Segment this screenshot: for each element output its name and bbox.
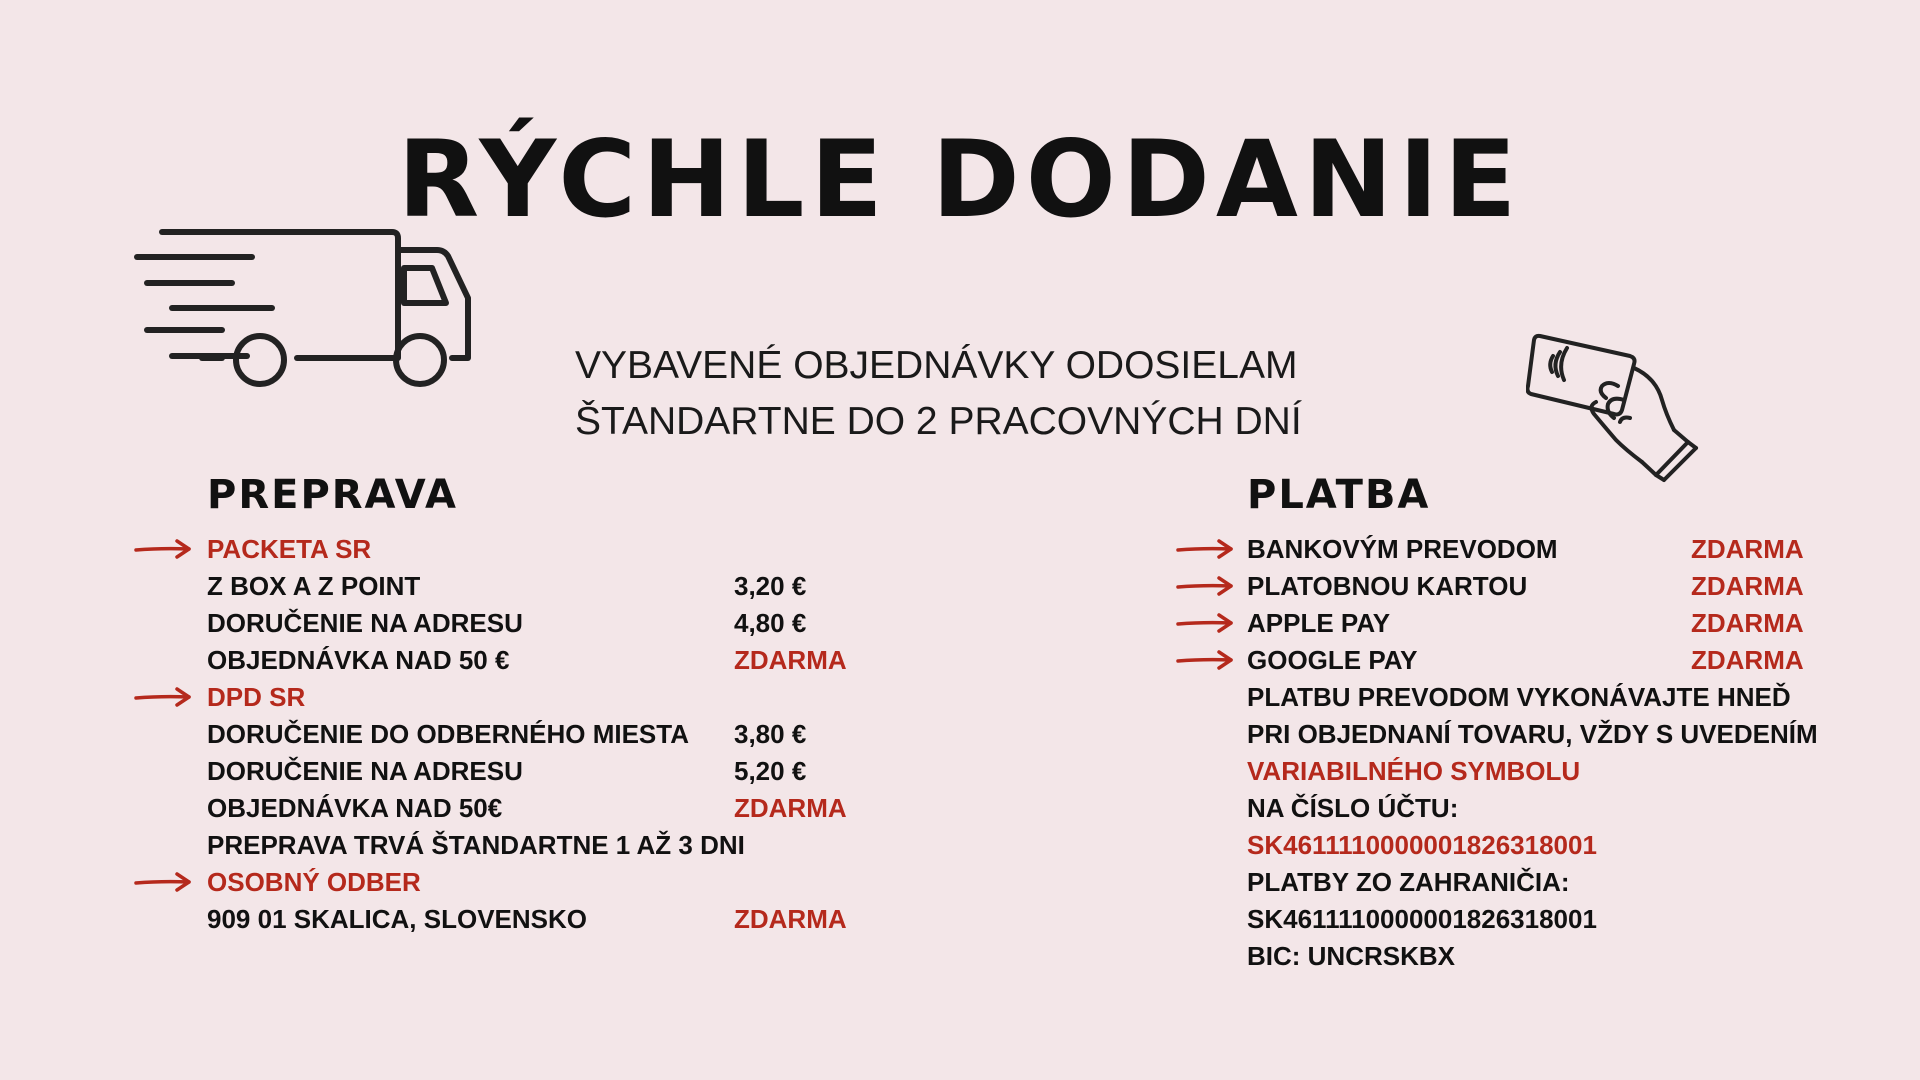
payment-label: PLATBY ZO ZAHRANIČIA:	[1247, 867, 1570, 897]
page-title: RÝCHLE DODANIE	[397, 118, 1523, 241]
payment-row	[1247, 605, 1827, 642]
shipping-label: OSOBNÝ ODBER	[207, 867, 421, 897]
payment-row	[1247, 864, 1827, 901]
shipping-price: 3,20 €	[734, 571, 807, 601]
shipping-heading: PREPRAVA	[207, 472, 458, 518]
payment-row	[1247, 827, 1827, 864]
arrow-right-icon	[133, 870, 193, 894]
shipping-label: DORUČENIE NA ADRESU	[207, 756, 523, 786]
shipping-row	[207, 864, 857, 901]
shipping-row	[207, 531, 857, 568]
arrow-right-icon	[133, 685, 193, 709]
payment-price: ZDARMA	[1691, 571, 1804, 601]
payment-label: SK4611110000001826318001	[1247, 904, 1597, 934]
shipping-price: 4,80 €	[734, 608, 807, 638]
shipping-notice-line-2: ŠTANDARTNE DO 2 PRACOVNÝCH DNÍ	[575, 400, 1302, 443]
payment-label: NA ČÍSLO ÚČTU:	[1247, 793, 1459, 823]
shipping-row	[207, 827, 857, 864]
payment-row	[1247, 642, 1827, 679]
payment-price: ZDARMA	[1691, 534, 1804, 564]
payment-label: BIC: UNCRSKBX	[1247, 941, 1455, 971]
payment-row	[1247, 938, 1827, 975]
shipping-label: OBJEDNÁVKA NAD 50€	[207, 793, 503, 823]
shipping-price: 3,80 €	[734, 719, 807, 749]
payment-row	[1247, 901, 1827, 938]
shipping-row	[207, 605, 857, 642]
payment-price: ZDARMA	[1691, 608, 1804, 638]
shipping-label: DPD SR	[207, 682, 306, 712]
payment-price: ZDARMA	[1691, 645, 1804, 675]
payment-label: SK4611110000001826318001	[1247, 830, 1597, 860]
shipping-price: ZDARMA	[734, 793, 847, 823]
shipping-label: DORUČENIE DO ODBERNÉHO MIESTA	[207, 719, 689, 749]
payment-label: PRI OBJEDNANÍ TOVARU, VŽDY S UVEDENÍM	[1247, 719, 1818, 749]
arrow-right-icon	[1175, 611, 1235, 635]
shipping-label: DORUČENIE NA ADRESU	[207, 608, 523, 638]
payment-label: PLATBU PREVODOM VYKONÁVAJTE HNEĎ	[1247, 682, 1791, 712]
shipping-label: PACKETA SR	[207, 534, 372, 564]
payment-row	[1247, 679, 1827, 716]
shipping-label: Z BOX A Z POINT	[207, 571, 421, 601]
shipping-price: ZDARMA	[734, 645, 847, 675]
payment-row	[1247, 716, 1827, 753]
shipping-row	[207, 790, 857, 827]
payment-label: APPLE PAY	[1247, 608, 1391, 638]
payment-row	[1247, 753, 1827, 790]
payment-label: GOOGLE PAY	[1247, 645, 1418, 675]
arrow-right-icon	[1175, 648, 1235, 672]
shipping-row	[207, 753, 857, 790]
arrow-right-icon	[133, 537, 193, 561]
payment-heading: PLATBA	[1247, 472, 1431, 518]
payment-row	[1247, 531, 1827, 568]
shipping-label: 909 01 SKALICA, SLOVENSKO	[207, 904, 587, 934]
payment-label: BANKOVÝM PREVODOM	[1247, 534, 1558, 564]
contactless-card-hand-icon	[1526, 330, 1701, 505]
arrow-right-icon	[1175, 537, 1235, 561]
payment-label: VARIABILNÉHO SYMBOLU	[1247, 756, 1581, 786]
shipping-label: OBJEDNÁVKA NAD 50 €	[207, 645, 510, 675]
delivery-truck-icon	[132, 208, 472, 398]
payment-row	[1247, 568, 1827, 605]
shipping-row	[207, 679, 857, 716]
shipping-row	[207, 901, 857, 938]
shipping-row	[207, 642, 857, 679]
shipping-price: 5,20 €	[734, 756, 807, 786]
payment-label: PLATOBNOU KARTOU	[1247, 571, 1528, 601]
shipping-notice	[575, 338, 1302, 450]
arrow-right-icon	[1175, 574, 1235, 598]
shipping-label: PREPRAVA TRVÁ ŠTANDARTNE 1 AŽ 3 DNI	[207, 830, 745, 860]
shipping-price: ZDARMA	[734, 904, 847, 934]
shipping-notice-line-1: VYBAVENÉ OBJEDNÁVKY ODOSIELAM	[575, 344, 1298, 387]
shipping-row	[207, 568, 857, 605]
payment-row	[1247, 790, 1827, 827]
shipping-row	[207, 716, 857, 753]
